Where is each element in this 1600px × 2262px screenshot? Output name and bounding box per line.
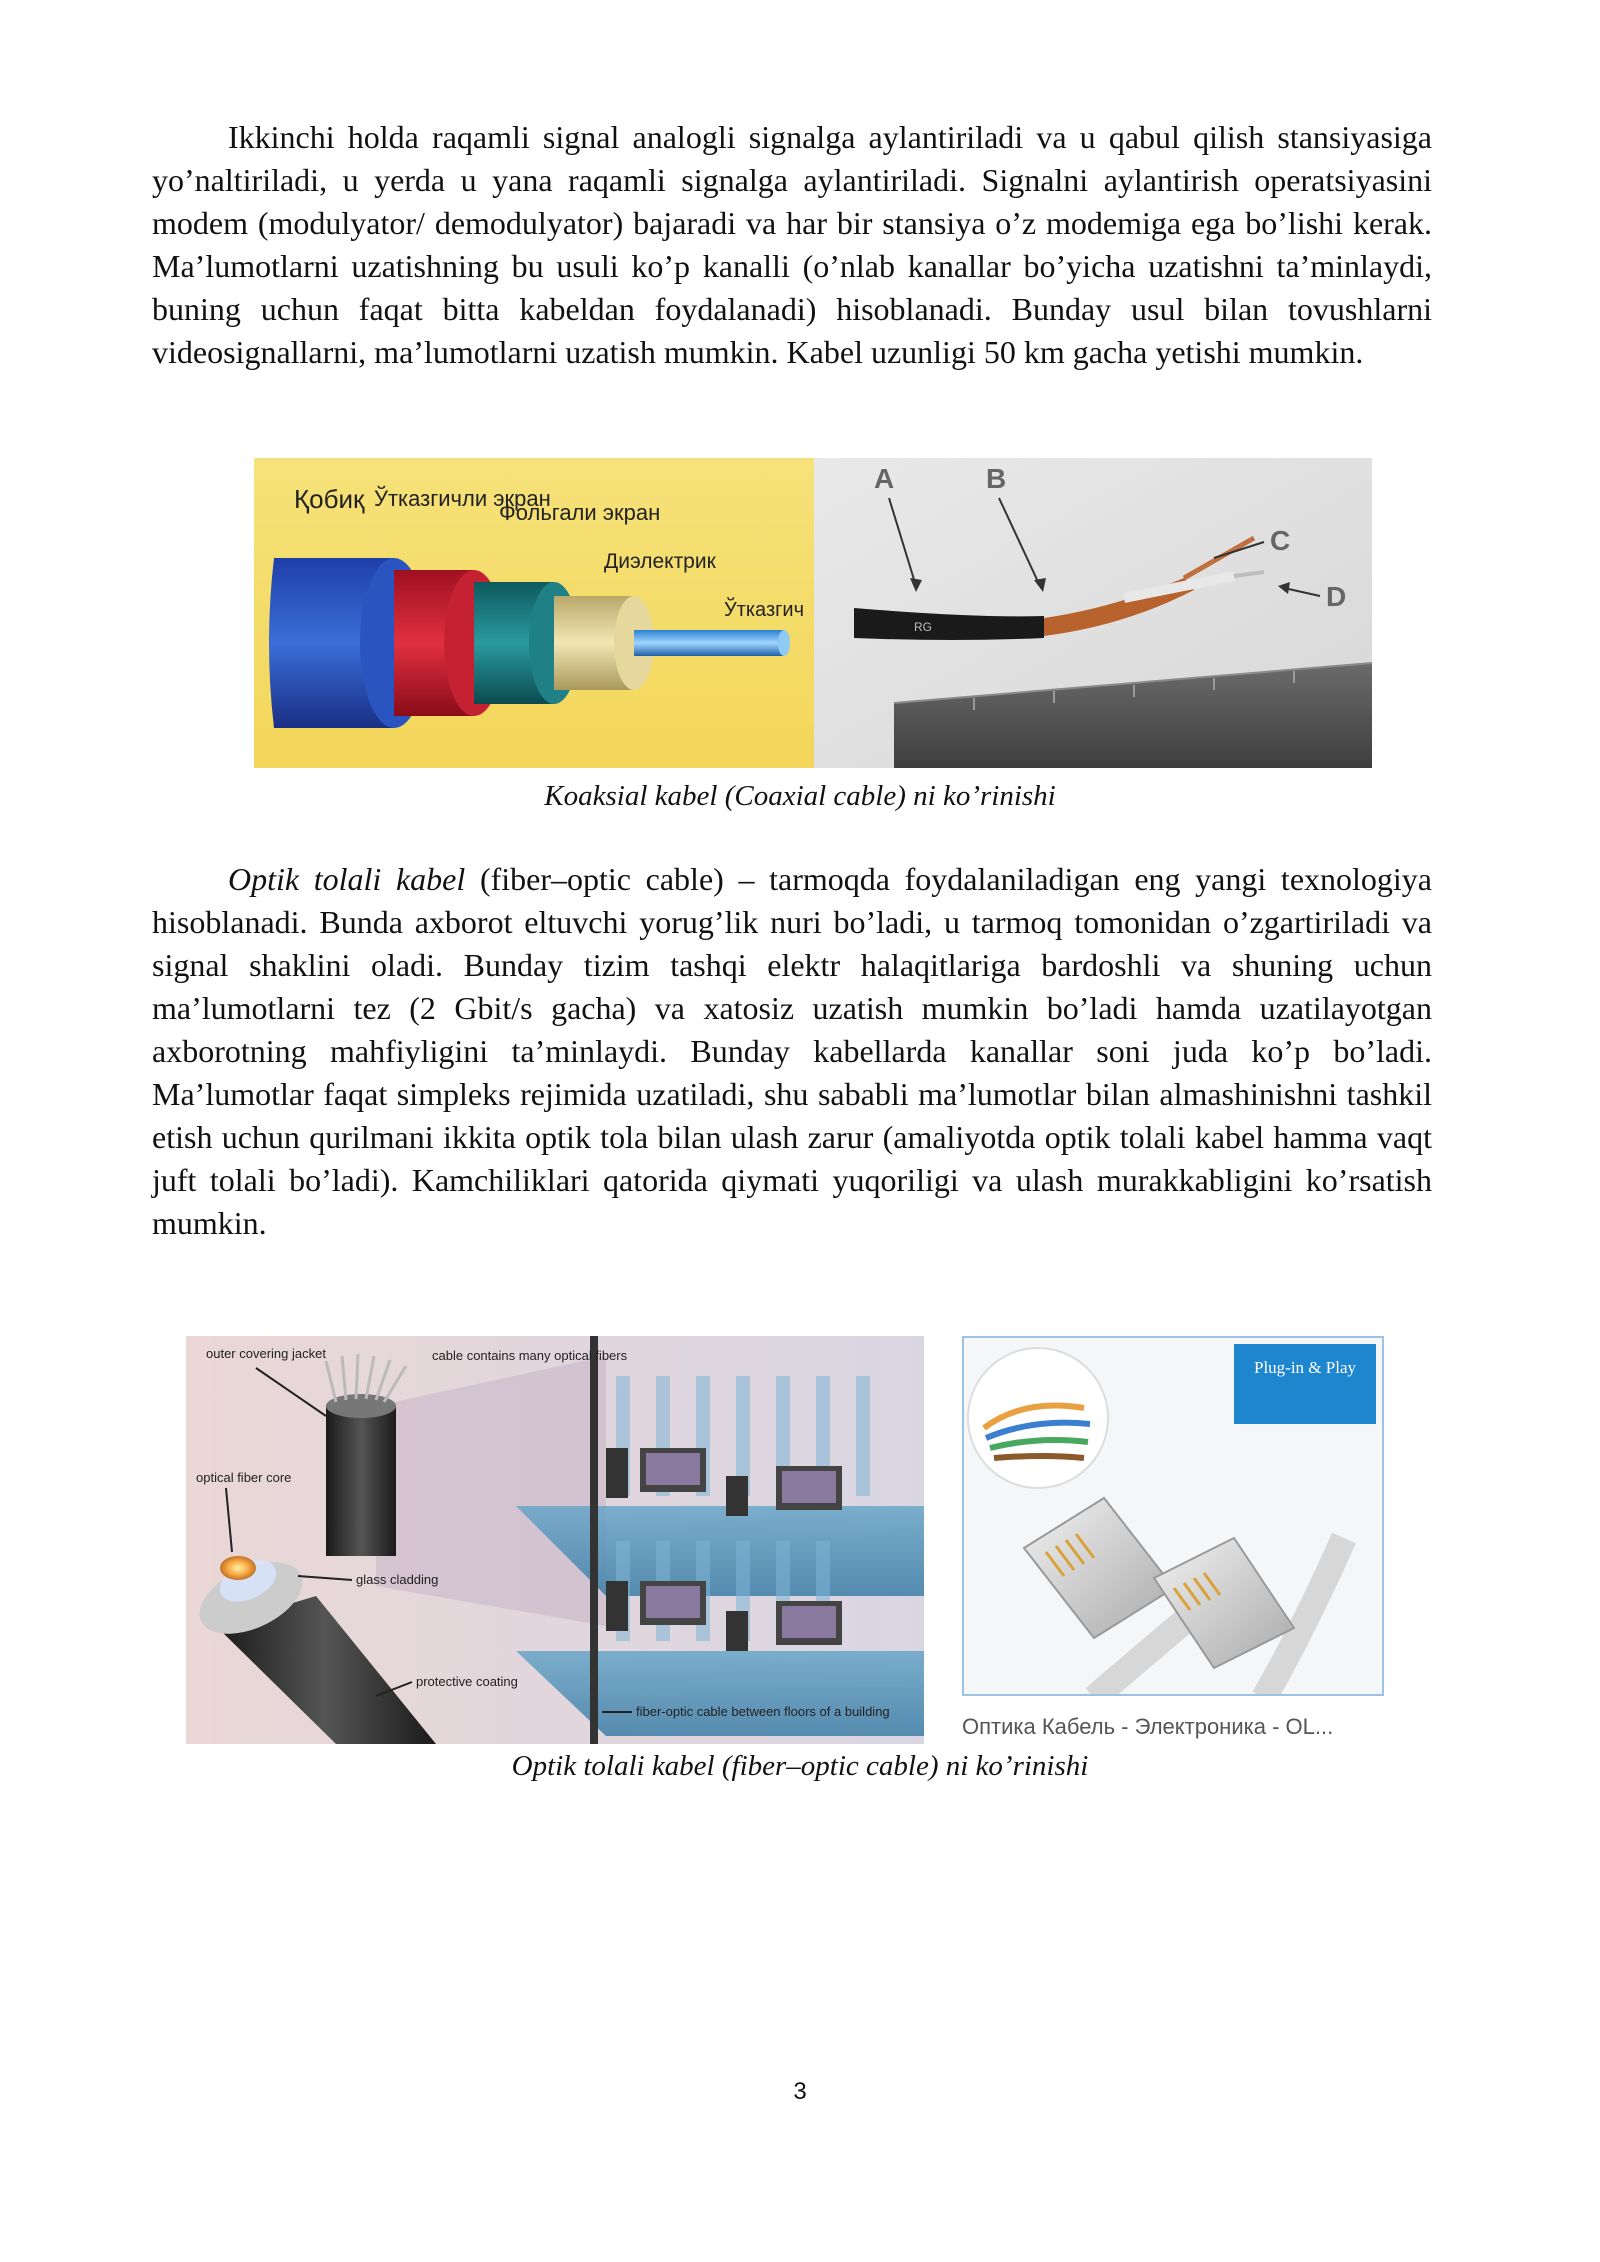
label-outer-jacket: outer covering jacket bbox=[206, 1346, 326, 1361]
vertical-fiber-cable bbox=[590, 1336, 598, 1744]
label-dielectric: Диэлектрик bbox=[604, 550, 716, 573]
fiber-core bbox=[220, 1556, 256, 1580]
label-a: A bbox=[874, 463, 895, 494]
fiber-optic-figure bbox=[186, 1336, 924, 1744]
label-braid: Ўтказгичли экран bbox=[374, 486, 551, 511]
label-b: B bbox=[986, 463, 1007, 494]
paragraph-1: Ikkinchi holda raqamli signal analogli signalga aylantiriladi va u qabul qilish stansiyasiga yo’naltiriladi, u yerda u yana raqamli signalga aylantiriladi. Signalni aylantirish operatsiyasini modem (modulyator/ demodulyator) bajaradi va har bir stansiya o’z modemiga ega bo’lishi kerak. Ma’lumotlarni uzatishning bu usuli ko’p kanalli (o’nlab kanallar bo’yicha uzatishni ta’minlaydi, buning uchun faqat bitta kabeldan foydalanadi) hisoblanadi. Bunday usul bilan tovushlarni videosignallarni, ma’lumotlarni uzatish mumkin. Kabel uzunligi 50 km gacha yetishi mumkin. bbox=[152, 119, 1432, 370]
plug-and-play-badge bbox=[1234, 1344, 1376, 1424]
coaxial-photo bbox=[814, 458, 1372, 768]
label-d: D bbox=[1326, 581, 1347, 612]
coaxial-cable-figure bbox=[254, 458, 1372, 768]
label-glass-cladding: glass cladding bbox=[356, 1572, 439, 1587]
label-optical-fibers: cable contains many optical fibers bbox=[432, 1348, 628, 1363]
label-jacket: Қобиқ bbox=[294, 484, 365, 514]
jacket-print: RG bbox=[914, 620, 932, 634]
figure1-caption: Koaksial kabel (Coaxial cable) ni ko’rinishi bbox=[544, 780, 1056, 812]
rj45-connector-photo bbox=[962, 1336, 1384, 1696]
page-number: 3 bbox=[793, 2078, 807, 2105]
fiber-optic-illustration bbox=[186, 1336, 924, 1744]
term-fiber-optic: Optik tolali kabel bbox=[228, 861, 466, 897]
fiber-bundle bbox=[326, 1406, 396, 1556]
label-conductor: Ўтказгич bbox=[724, 599, 805, 621]
label-foil: Фольгали экран bbox=[499, 500, 661, 525]
twisted-pairs-inset bbox=[968, 1348, 1108, 1488]
rj45-photo-caption: Оптика Кабель - Электроника - OL... bbox=[962, 1714, 1334, 1739]
coaxial-cable-illustration bbox=[254, 458, 1372, 768]
badge-text: Plug-in & Play bbox=[1254, 1358, 1357, 1377]
label-fiber-core: optical fiber core bbox=[196, 1470, 292, 1485]
paragraph-2 bbox=[152, 858, 1432, 1245]
label-protective-coating: protective coating bbox=[416, 1674, 518, 1689]
figure2-caption: Optik tolali kabel (fiber–optic cable) ni ko’rinishi bbox=[511, 1750, 1089, 1782]
paragraph-2-body: (fiber–optic cable) – tarmoqda foydalaniladigan eng yangi texnologiya hisoblanadi. Bunda axborot eltuvchi yorug’lik nuri bo’ladi, u tarmoq tomonidan o’zgartiriladi va signal shaklini oladi. Bunday tizim tashqi elektr halaqitlariga bardoshli va shuning uchun ma’lumotlarni tez (2 Gbit/s gacha) va xatosiz uzatish mumkin bo’ladi hamda uzatilayotgan axborotning mahfiyligini ta’minlaydi. Bunday kabellarda kanallar soni juda ko’p bo’ladi. Ma’lumotlar faqat simpleks rejimida uzatiladi, shu sababli ma’lumotlar bilan almashinishni tashkil etish uchun qurilmani ikkita optik tola bilan ulash zarur (amaliyotda optik tolali kabel hamma vaqt juft tolali bo’ladi). Kamchiliklari qatorida qiymati yuqoriligi va ulash murakkabligini ko’rsatish mumkin. bbox=[152, 861, 1433, 1241]
label-between-floors: fiber-optic cable between floors of a building bbox=[636, 1704, 890, 1719]
label-c: C bbox=[1270, 525, 1291, 556]
conductor-wire bbox=[634, 630, 784, 656]
